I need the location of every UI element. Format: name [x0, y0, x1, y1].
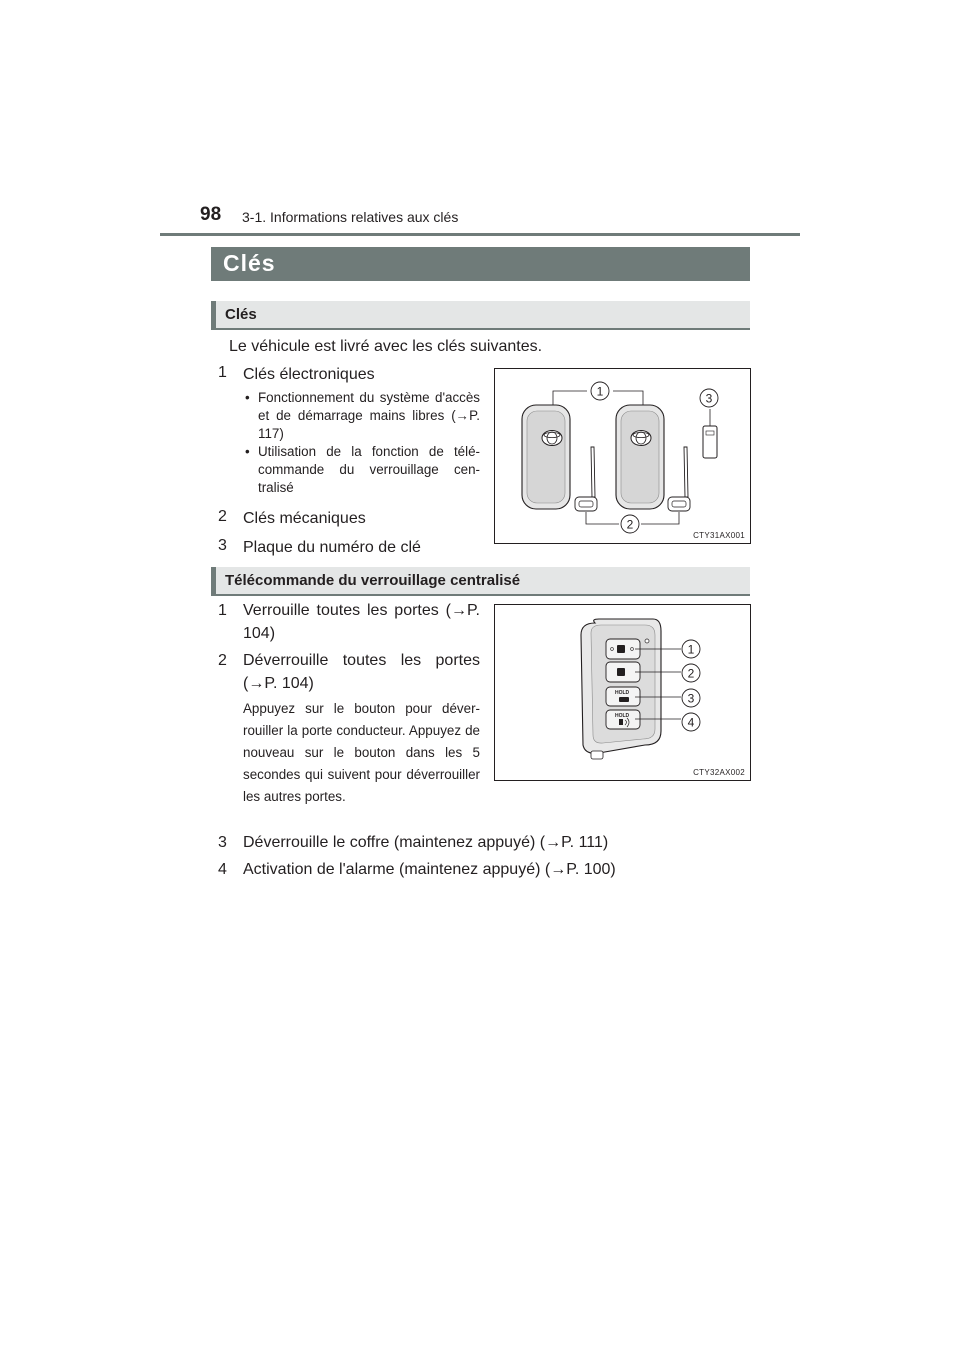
callout-1: 1: [596, 384, 604, 399]
bullet-list: [243, 389, 480, 497]
item-number: 3: [218, 834, 227, 851]
item-label: Plaque du numéro de clé: [243, 539, 421, 556]
remote-key-icon: [581, 619, 661, 759]
callout-3: 3: [687, 691, 695, 706]
callout-3: 3: [705, 391, 713, 406]
hold-label: HOLD: [615, 690, 630, 696]
item-label: Verrouille toutes les portes (→P. 104): [243, 602, 480, 642]
item-label: Déverrouille le coffre (maintenez appuyé) (→P. 111): [243, 834, 609, 851]
item-note: Appuyez sur le bouton pour déver-rouiller la porte conducteur. Appuyez de nouveau sur le bouton dans les 5 secondes qui suivent pour déverrouiller les autres portes.: [243, 701, 480, 804]
key-number-plate-icon: [703, 409, 717, 458]
chapter-title: 3-1. Informations relatives aux clés: [242, 209, 459, 225]
header-rule: [160, 233, 800, 236]
bullet-item: • Fonctionnement du système d'accès et de démarrage mains libres (→P. 117): [243, 389, 480, 443]
item-number: 2: [218, 508, 227, 525]
item-number: 3: [218, 537, 227, 554]
item-number: 4: [218, 861, 227, 878]
remote-figure: [494, 604, 751, 781]
item-label: Activation de l'alarme (maintenez appuyé) (→P. 100): [243, 861, 616, 878]
item-label: Clés mécaniques: [243, 510, 366, 527]
remote-illustration: [495, 605, 750, 780]
keys-figure: [494, 368, 751, 544]
smart-key-right-icon: [616, 405, 664, 509]
page-title: Clés: [223, 250, 276, 276]
section-heading-bar: [211, 567, 750, 596]
bullet-item: • Utilisation de la fonction de télé-commande du verrouillage cen-tralisé: [243, 443, 480, 497]
page-title-bar: [211, 247, 750, 281]
mechanical-key-right-icon: [668, 447, 690, 511]
intro-text: Le véhicule est livré avec les clés suivantes.: [229, 338, 543, 355]
section-heading-bar: [211, 301, 750, 330]
callout-2: 2: [687, 666, 695, 681]
hold-label: HOLD: [615, 713, 630, 719]
item-label: Clés électroniques: [243, 366, 375, 383]
mechanical-key-left-icon: [575, 447, 597, 511]
item-number: 2: [218, 652, 227, 669]
item-number: 1: [218, 602, 227, 619]
section-heading: Télécommande du verrouillage centralisé: [225, 572, 521, 589]
keys-illustration: [495, 369, 750, 543]
page-number: 98: [200, 204, 222, 225]
figure-code: CTY32AX002: [693, 768, 745, 777]
section-heading: Clés: [225, 306, 257, 323]
callout-4: 4: [687, 715, 695, 730]
item-label: Déverrouille toutes les portes (→P. 104): [243, 652, 480, 692]
smart-key-left-icon: [522, 405, 570, 509]
callout-2: 2: [626, 517, 634, 532]
figure-code: CTY31AX001: [693, 531, 745, 540]
callout-1: 1: [687, 642, 695, 657]
item-number: 1: [218, 364, 227, 381]
